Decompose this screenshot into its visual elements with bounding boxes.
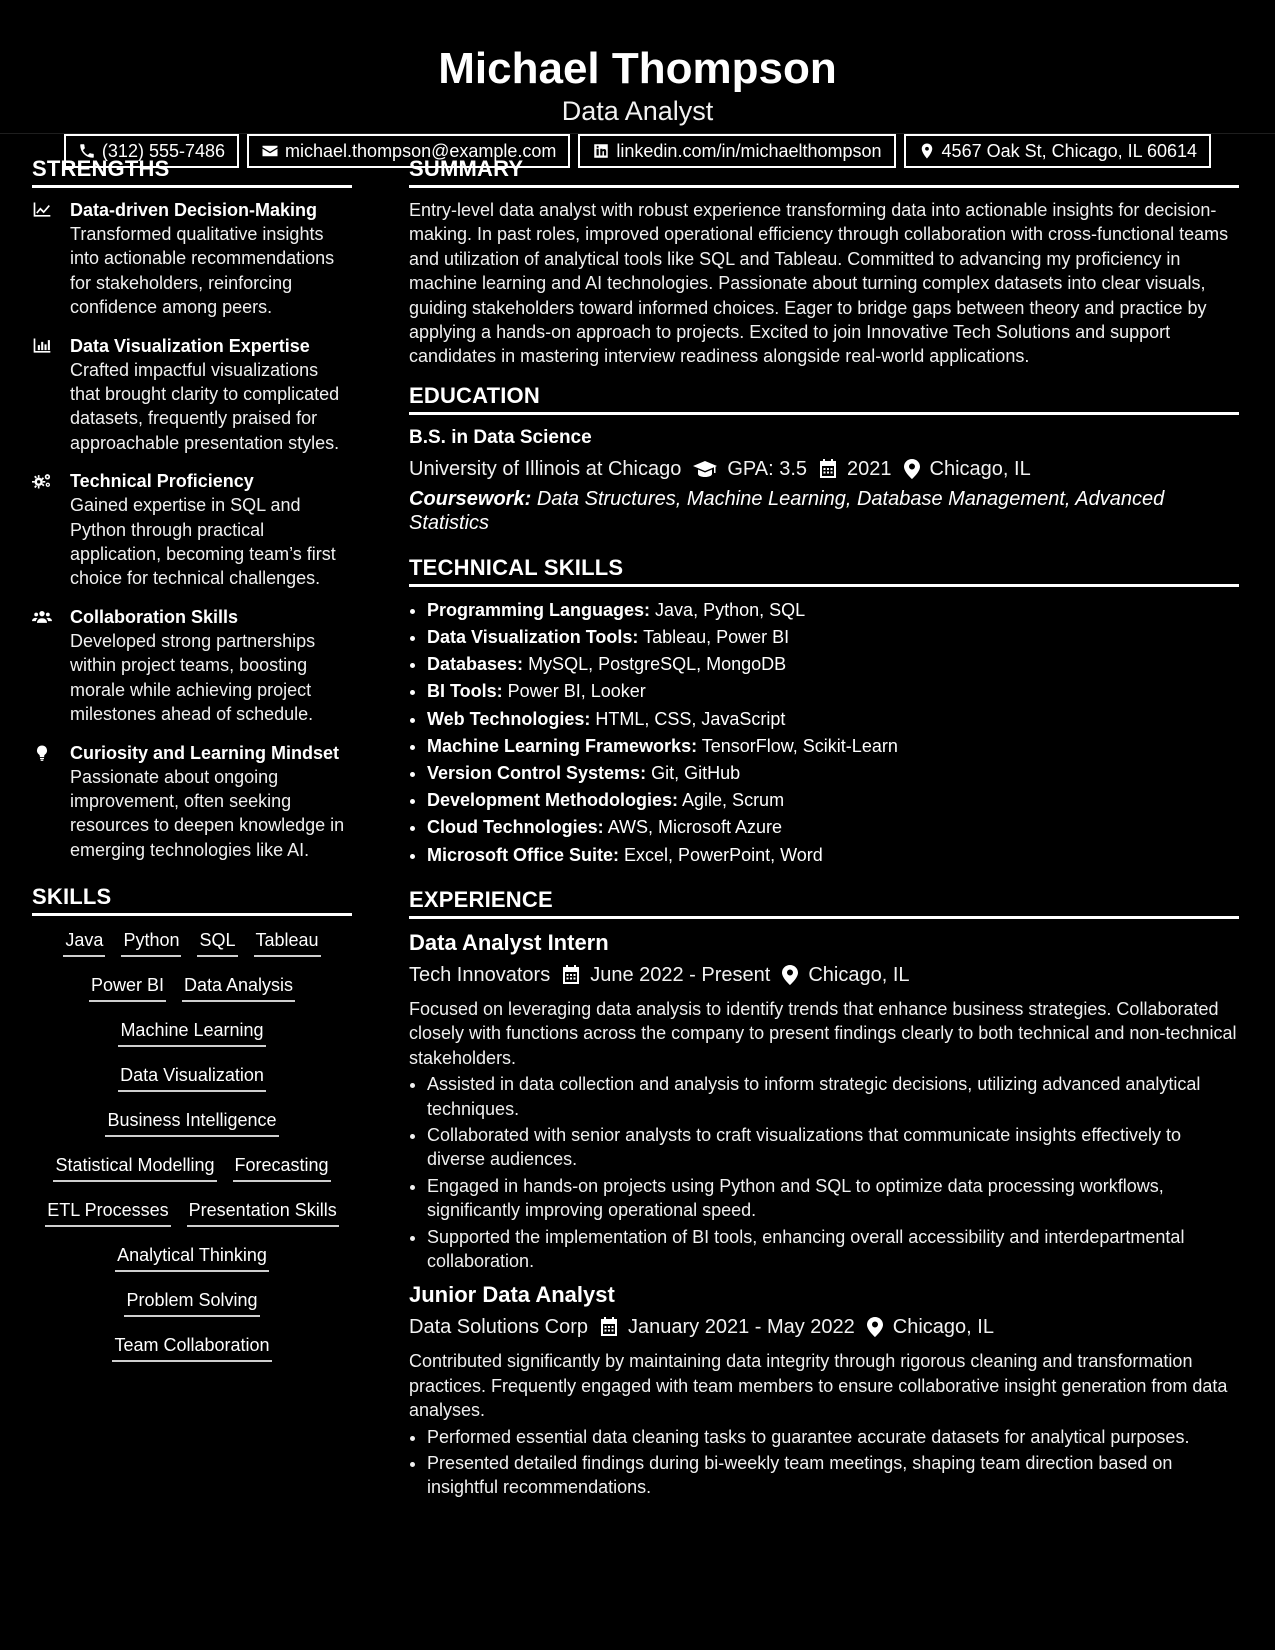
skill-values: MySQL, PostgreSQL, MongoDB — [528, 654, 787, 675]
job-bullets — [409, 1072, 1239, 1273]
gpa-text: GPA: 3.5 — [727, 457, 808, 480]
job-entry — [409, 929, 1239, 1273]
experience-heading: EXPERIENCE — [409, 887, 1239, 919]
list-item — [427, 651, 1239, 678]
coursework-list: Data Structures, Machine Learning, Database Management, Advanced Statistics — [409, 487, 1165, 534]
job-dates: June 2022 - Present — [590, 963, 771, 986]
lightbulb-icon — [32, 744, 52, 762]
phone-text: (312) 555-7486 — [101, 140, 226, 161]
job-bullets — [409, 1425, 1239, 1500]
job-description: Contributed significantly by maintaining data integrity through rigorous cleaning and transformation practices. Frequently engaged with team members to ensure collaborative insight generation from data analyses. — [409, 1351, 1228, 1421]
skill-tag: SQL — [197, 926, 237, 957]
skills-tags — [32, 926, 352, 1362]
skill-tag: Machine Learning — [118, 1016, 265, 1047]
strength-title: Curiosity and Learning Mindset — [70, 742, 340, 763]
education-location: Chicago, IL — [929, 457, 1031, 480]
skills-heading: SKILLS — [32, 884, 352, 916]
strength-desc: Gained expertise in SQL and Python through practical application, becoming team’s first choice for technical challenges. — [70, 495, 336, 589]
company-name: Data Solutions Corp — [409, 1316, 588, 1339]
strength-title: Data Visualization Expertise — [70, 335, 310, 356]
strength-desc: Developed strong partnerships within project teams, boosting morale while achieving project milestones ahead of schedule. — [70, 630, 316, 725]
list-item: • Supported the implementation of BI tools, enhancing overall accessibility and interdepartmental collaboration. — [427, 1225, 1239, 1274]
degree-title: B.S. in Data Science — [409, 426, 592, 448]
school-name: University of Illinois at Chicago — [409, 457, 682, 480]
skill-row — [32, 1331, 352, 1362]
list-item: • Collaborated with senior analysts to craft visualizations that communicate insights effectively to diverse audiences. — [427, 1123, 1239, 1172]
resume-header — [0, 0, 1275, 161]
skill-tag: Power BI — [89, 971, 166, 1002]
skill-tag: Python — [121, 926, 181, 957]
coursework-label: Coursework: — [409, 487, 532, 510]
job-location: Chicago, IL — [808, 963, 910, 986]
job-description: Focused on leveraging data analysis to identify trends that enhance business strategies. Collaborated closely with functions across the company to present findings clearly to both technical and non-technical stakeholders. — [409, 998, 1237, 1068]
skill-tag: Forecasting — [233, 1151, 331, 1182]
skill-values: TensorFlow, Scikit-Learn — [701, 735, 898, 756]
job-title: Junior Data Analyst — [409, 1282, 615, 1308]
list-item: • Engaged in hands-on projects using Python and SQL to optimize data processing workflows, significantly improving operational speed. — [427, 1174, 1239, 1223]
skill-values: Agile, Scrum — [682, 790, 785, 811]
job-meta — [409, 1311, 1239, 1343]
skill-values: AWS, Microsoft Azure — [607, 817, 783, 838]
strength-item — [32, 334, 352, 456]
skill-values: Excel, PowerPoint, Word — [624, 844, 823, 865]
map-pin-icon — [904, 459, 920, 479]
strength-item — [32, 469, 352, 591]
list-item: • Performed essential data cleaning tasks to guarantee accurate datasets for analytical purposes. — [427, 1425, 1239, 1449]
gears-icon — [32, 472, 52, 490]
email-text: michael.thompson@example.com — [285, 140, 557, 161]
skill-tag: Data Visualization — [118, 1061, 266, 1092]
skill-category: Programming Languages: — [427, 599, 651, 620]
skill-row — [32, 971, 352, 1002]
left-column — [32, 134, 352, 1508]
list-item — [427, 733, 1239, 760]
skill-tag: Analytical Thinking — [115, 1241, 269, 1272]
skill-row — [32, 1151, 352, 1182]
skill-category: Web Technologies: — [427, 708, 591, 729]
candidate-title: Data Analyst — [561, 96, 714, 126]
job-dates: January 2021 - May 2022 — [627, 1316, 855, 1339]
company-name: Tech Innovators — [409, 963, 551, 986]
skill-values: Git, GitHub — [651, 763, 741, 784]
skill-category: BI Tools: — [427, 681, 503, 702]
list-item: • Presented detailed findings during bi-weekly team meetings, shaping team direction based on insightful recommendations. — [427, 1451, 1239, 1500]
list-item — [427, 814, 1239, 841]
skill-values: Power BI, Looker — [507, 681, 646, 702]
list-item: • Assisted in data collection and analysis to inform strategic decisions, utilizing advanced analytical techniques. — [427, 1072, 1239, 1121]
skill-tag: Problem Solving — [124, 1286, 259, 1317]
strength-title: Data-driven Decision-Making — [70, 200, 318, 220]
skill-category: Cloud Technologies: — [427, 817, 604, 838]
address-text: 4567 Oak St, Chicago, IL 60614 — [941, 140, 1198, 161]
calendar-icon — [562, 965, 580, 985]
summary-text: Entry-level data analyst with robust experience transforming data into actionable insights for decision-making. In past roles, improved operational efficiency through collaboration with cross-functional teams and utilization of analytical tools like SQL and Tableau. Committed to advancing my proficiency in machine learning and AI technologies. Passionate about turning complex datasets into clear visuals, guiding stakeholders toward informed choices. Eager to bridge gaps between theory and practice by applying a hands-on approach to projects. Excited to join Innovative Tech Solutions and support candidates in mastering interview readiness alongside real-world applications. — [409, 200, 1229, 367]
skill-row — [32, 1196, 352, 1227]
job-title: Data Analyst Intern — [409, 929, 609, 955]
skill-row — [32, 1286, 352, 1317]
right-column — [409, 134, 1239, 1508]
summary-heading: SUMMARY — [409, 156, 1239, 188]
strength-desc: Passionate about ongoing improvement, often seeking resources to deepen knowledge in emerging technologies like AI. — [70, 766, 345, 860]
technical-skills-heading: TECHNICAL SKILLS — [409, 555, 1239, 587]
skill-row — [32, 926, 352, 957]
skill-tag: Java — [63, 926, 105, 957]
graduation-year: 2021 — [847, 457, 892, 480]
skill-row — [32, 1061, 352, 1092]
job-meta — [409, 959, 1239, 991]
bar-chart-icon — [32, 337, 52, 355]
resume-body — [0, 134, 1275, 1508]
list-item — [427, 678, 1239, 705]
skill-tag: Team Collaboration — [112, 1331, 271, 1362]
skill-tag: ETL Processes — [45, 1196, 170, 1227]
skill-values: HTML, CSS, JavaScript — [595, 708, 786, 729]
skill-category: Microsoft Office Suite: — [427, 844, 620, 865]
skill-tag: Business Intelligence — [105, 1106, 278, 1137]
map-pin-icon — [782, 965, 798, 985]
skill-category: Development Methodologies: — [427, 790, 679, 811]
strength-title: Technical Proficiency — [70, 471, 254, 492]
coursework — [409, 487, 1239, 535]
skill-category: Machine Learning Frameworks: — [427, 735, 698, 756]
list-item — [427, 706, 1239, 733]
skill-values: Tableau, Power BI — [643, 627, 790, 648]
strength-item — [32, 198, 352, 320]
skill-tag: Statistical Modelling — [53, 1151, 216, 1182]
skill-tag: Tableau — [254, 926, 321, 957]
education-heading: EDUCATION — [409, 383, 1239, 415]
skill-row — [32, 1106, 352, 1137]
strength-desc: Crafted impactful visualizations that brought clarity to complicated datasets, frequently praised for approachable presentation styles. — [70, 359, 340, 453]
strength-desc: Transformed qualitative insights into actionable recommendations for stakeholders, reinforcing confidence among peers. — [70, 224, 335, 318]
strength-item — [32, 605, 352, 727]
map-pin-icon — [867, 1317, 883, 1337]
list-item — [427, 597, 1239, 624]
users-icon — [32, 608, 52, 626]
skill-category: Databases: — [427, 654, 524, 675]
skill-values: Java, Python, SQL — [655, 599, 806, 620]
strength-item — [32, 741, 352, 863]
job-location: Chicago, IL — [892, 1316, 994, 1339]
education-meta — [409, 453, 1239, 485]
job-entry — [409, 1281, 1239, 1499]
calendar-icon — [600, 1317, 618, 1337]
list-item — [427, 787, 1239, 814]
calendar-icon — [819, 459, 837, 479]
list-item — [427, 624, 1239, 651]
skill-category: Version Control Systems: — [427, 763, 647, 784]
strength-title: Collaboration Skills — [70, 606, 239, 627]
technical-skills-list — [409, 597, 1239, 869]
candidate-name: Michael Thompson — [438, 44, 837, 93]
linkedin-text: linkedin.com/in/michaelthompson — [616, 140, 882, 161]
skill-tag: Presentation Skills — [187, 1196, 339, 1227]
skill-tag: Data Analysis — [182, 971, 295, 1002]
graduation-cap-icon — [693, 459, 717, 479]
skill-row — [32, 1016, 352, 1047]
line-chart-icon — [32, 201, 52, 219]
list-item — [427, 760, 1239, 787]
skill-row — [32, 1241, 352, 1272]
strengths-heading: STRENGTHS — [32, 156, 352, 188]
list-item — [427, 842, 1239, 869]
skill-category: Data Visualization Tools: — [427, 627, 639, 648]
